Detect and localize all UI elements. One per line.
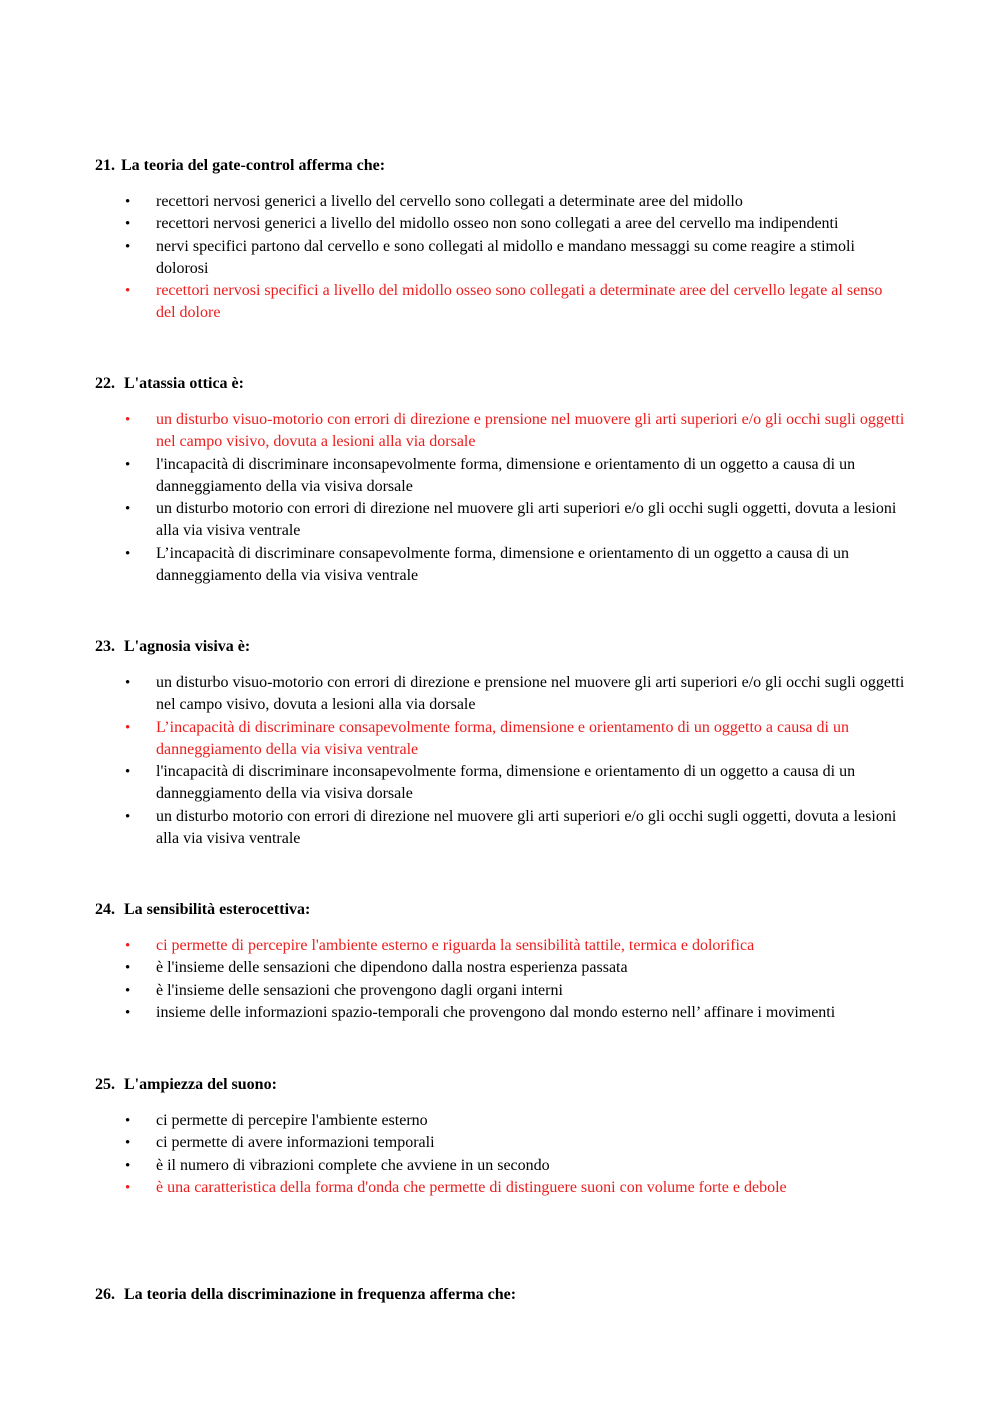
bullet-icon: •	[125, 238, 131, 255]
answer-text: è il numero di vibrazioni complete che avviene in un secondo	[156, 1156, 550, 1174]
answer-list	[95, 935, 905, 1024]
question-number: 22.	[95, 375, 115, 392]
bullet-icon: •	[125, 1179, 131, 1196]
answer-item	[95, 1002, 905, 1024]
answer-item	[95, 1132, 905, 1154]
bullet-icon: •	[125, 808, 131, 825]
bullet-icon: •	[125, 1135, 131, 1152]
bullet-icon: •	[125, 456, 131, 473]
question-22	[95, 373, 905, 587]
question-25	[95, 1074, 905, 1199]
answer-text: un disturbo motorio con errori di direzione nel muovere gli arti superiori e/o gli occhi sugli oggetti, dovuta a lesioni alla via visiva ventrale	[156, 807, 897, 848]
answer-text: recettori nervosi specifici a livello del midollo osseo sono collegati a determinate aree del cervello legate al senso del dolore	[156, 282, 883, 322]
answer-item	[95, 213, 905, 235]
answer-text: recettori nervosi generici a livello del midollo osseo non sono collegati a aree del cervello ma indipendenti	[156, 215, 839, 233]
answer-item	[95, 191, 905, 213]
question-number: 24.	[95, 901, 115, 918]
answer-text: è l'insieme delle sensazioni che provengono dagli organi interni	[156, 981, 563, 999]
answer-text: l'incapacità di discriminare inconsapevolmente forma, dimensione e orientamento di un oggetto a causa di un danneggiamento della via visiva dorsale	[156, 763, 856, 803]
bullet-icon: •	[125, 764, 131, 781]
answer-text: l'incapacità di discriminare inconsapevolmente forma, dimensione e orientamento di un oggetto a causa di un danneggiamento della via visiva dorsale	[156, 455, 856, 495]
answer-text: insieme delle informazioni spazio-temporali che provengono dal mondo esterno nell’ affinare i movimenti	[156, 1003, 836, 1021]
answer-item-correct	[95, 717, 905, 762]
answer-text: recettori nervosi generici a livello del cervello sono collegati a determinate aree del midollo	[156, 193, 743, 210]
bullet-icon: •	[125, 283, 131, 300]
bullet-icon: •	[125, 412, 131, 428]
question-text: La sensibilità esterocettiva:	[124, 901, 311, 918]
bullet-icon: •	[125, 194, 131, 210]
answer-text: ci permette di percepire l'ambiente esterno e riguarda la sensibilità tattile, termica e dolorifica	[156, 937, 755, 954]
bullet-icon: •	[125, 1157, 131, 1174]
answer-item	[95, 980, 905, 1002]
bullet-icon: •	[125, 1004, 131, 1021]
question-26	[95, 1284, 905, 1306]
answer-item	[95, 1155, 905, 1177]
question-number: 21.	[95, 157, 115, 174]
question-text: La teoria della discriminazione in frequenza afferma che:	[124, 1286, 517, 1303]
answer-list	[95, 409, 905, 587]
answer-list	[95, 191, 905, 325]
question-text: La teoria del gate-control afferma che:	[121, 157, 386, 174]
answer-text: un disturbo motorio con errori di direzione nel muovere gli arti superiori e/o gli occhi sugli oggetti, dovuta a lesioni alla via visiva ventrale	[156, 500, 897, 540]
question-text: L'agnosia visiva è:	[124, 638, 251, 655]
answer-item	[95, 1110, 905, 1132]
answer-item	[95, 806, 905, 851]
question-title	[95, 1074, 905, 1096]
bullet-icon: •	[125, 216, 131, 233]
answer-item	[95, 672, 905, 717]
bullet-icon: •	[125, 938, 131, 954]
answer-text: nervi specifici partono dal cervello e sono collegati al midollo e mandano messaggi su come reagire a stimoli dolorosi	[156, 237, 855, 277]
answer-item-correct	[95, 1177, 905, 1199]
answer-item	[95, 957, 905, 979]
answer-text: L’incapacità di discriminare consapevolmente forma, dimensione e orientamento di un oggetto a causa di un danneggiamento della via visiva ventrale	[156, 544, 849, 585]
answer-text: ci permette di avere informazioni temporali	[156, 1134, 435, 1152]
question-title	[95, 373, 905, 395]
answer-item-correct	[95, 935, 905, 957]
answer-list	[95, 672, 905, 850]
answer-text: ci permette di percepire l'ambiente esterno	[156, 1112, 428, 1129]
question-21	[95, 155, 905, 325]
question-number: 25.	[95, 1076, 115, 1093]
question-number: 23.	[95, 638, 115, 655]
answer-text: un disturbo visuo-motorio con errori di direzione e prensione nel muovere gli arti superiori e/o gli occhi sugli oggetti nel campo visivo, dovuta a lesioni alla via dorsale	[156, 411, 905, 451]
question-title	[95, 1284, 905, 1306]
question-text: L'atassia ottica è:	[124, 375, 244, 392]
question-24	[95, 899, 905, 1024]
bullet-icon: •	[125, 1113, 131, 1129]
answer-text: un disturbo visuo-motorio con errori di direzione e prensione nel muovere gli arti superiori e/o gli occhi sugli oggetti nel campo visivo, dovuta a lesioni alla via dorsale	[156, 674, 905, 714]
bullet-icon: •	[125, 960, 131, 977]
question-title	[95, 155, 905, 177]
bullet-icon: •	[125, 982, 131, 999]
answer-item	[95, 498, 905, 543]
answer-item	[95, 236, 905, 281]
question-text: L'ampiezza del suono:	[124, 1076, 277, 1093]
bullet-icon: •	[125, 675, 131, 691]
answer-list	[95, 1110, 905, 1199]
bullet-icon: •	[125, 545, 131, 562]
answer-text: è una caratteristica della forma d'onda che permette di distinguere suoni con volume forte e debole	[156, 1178, 787, 1196]
question-title	[95, 636, 905, 658]
answer-item	[95, 454, 905, 499]
answer-item	[95, 761, 905, 806]
bullet-icon: •	[125, 501, 131, 518]
question-number: 26.	[95, 1286, 115, 1303]
question-title	[95, 899, 905, 921]
answer-item	[95, 543, 905, 588]
question-23	[95, 636, 905, 850]
answer-text: è l'insieme delle sensazioni che dipendono dalla nostra esperienza passata	[156, 959, 628, 977]
answer-item-correct	[95, 280, 905, 325]
bullet-icon: •	[125, 719, 131, 736]
answer-item-correct	[95, 409, 905, 454]
answer-text: L’incapacità di discriminare consapevolmente forma, dimensione e orientamento di un oggetto a causa di un danneggiamento della via visiva ventrale	[156, 718, 849, 758]
